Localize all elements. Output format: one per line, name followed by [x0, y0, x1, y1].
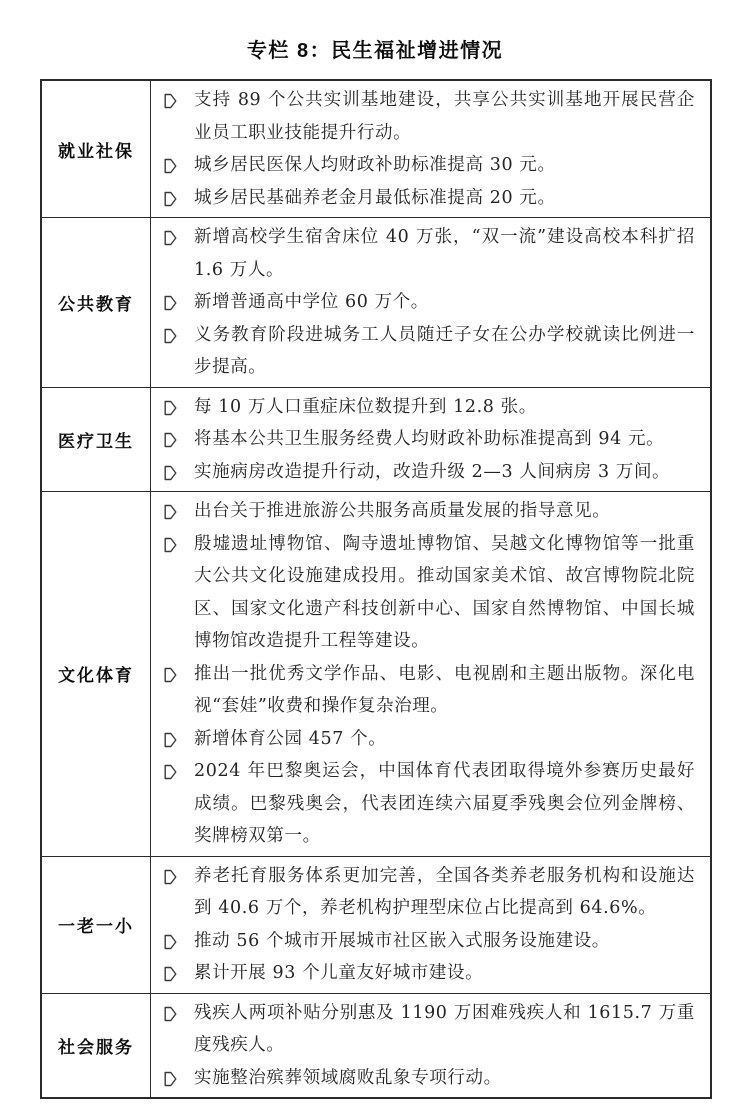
list-item: [162, 755, 695, 853]
table-row: [42, 857, 710, 994]
list-item: [162, 723, 695, 756]
item-text: 每 10 万人口重症床位数提升到 12.8 张。: [194, 396, 537, 417]
category-label: 公共教育: [58, 294, 134, 314]
item-text: 实施整治殡葬领域腐败乱象专项行动。: [194, 1067, 502, 1088]
list-item: [162, 957, 695, 990]
pentagon-arrow-bullet-icon: [164, 869, 177, 889]
category-cell: [42, 388, 151, 492]
list-item: [162, 149, 695, 182]
item-text: 城乡居民基础养老金月最低标准提高 20 元。: [194, 187, 556, 208]
item-text: 义务教育阶段进城务工人员随迁子女在公办学校就读比例进一步提高。: [194, 324, 695, 377]
item-text: 支持 89 个公共实训基地建设，共享公共实训基地开展民营企业员工职业技能提升行动。: [194, 90, 695, 143]
item-text: 新增普通高中学位 60 万个。: [194, 292, 429, 312]
list-item: [162, 456, 695, 489]
items-cell: [151, 218, 710, 387]
pentagon-arrow-bullet-icon: [164, 328, 177, 348]
pentagon-arrow-bullet-icon: [164, 93, 177, 113]
list-item: [162, 1062, 695, 1095]
list-item: [162, 658, 695, 723]
list-item: [162, 182, 695, 215]
items-cell: [151, 994, 710, 1098]
pentagon-arrow-bullet-icon: [164, 230, 177, 250]
list-item: [162, 221, 695, 286]
item-text: 养老托育服务体系更加完善，全国各类养老服务机构和设施达到 40.6 万个，养老机构护理型床位占比提高到 64.6%。: [194, 865, 695, 918]
pentagon-arrow-bullet-icon: [164, 537, 177, 557]
pentagon-arrow-bullet-icon: [164, 465, 177, 485]
items-cell: [151, 857, 710, 993]
item-text: 出台关于推进旅游公共服务高质量发展的指导意见。: [194, 501, 611, 521]
item-text: 城乡居民医保人均财政补助标准提高 30 元。: [194, 155, 556, 175]
item-text: 新增高校学生宿舍床位 40 万张，“双一流”建设高校本科扩招 1.6 万人。: [194, 227, 695, 280]
item-text: 推出一批优秀文学作品、电影、电视剧和主题出版物。深化电视“套娃”收费和操作复杂治理。: [194, 663, 695, 716]
category-cell: [42, 492, 151, 856]
table-row: [42, 218, 710, 388]
pentagon-arrow-bullet-icon: [164, 934, 177, 954]
list-item: [162, 860, 695, 925]
category-cell: [42, 218, 151, 387]
table-row: [42, 492, 710, 857]
category-cell: [42, 81, 151, 217]
item-text: 实施病房改造提升行动，改造升级 2—3 人间病房 3 万间。: [194, 461, 671, 482]
pentagon-arrow-bullet-icon: [164, 295, 177, 315]
pentagon-arrow-bullet-icon: [164, 158, 177, 178]
pentagon-arrow-bullet-icon: [164, 764, 177, 784]
pentagon-arrow-bullet-icon: [164, 966, 177, 986]
category-label: 社会服务: [58, 1037, 134, 1057]
category-label: 医疗卫生: [58, 431, 134, 451]
item-text: 将基本公共卫生服务经费人均财政补助标准提高到 94 元。: [194, 429, 665, 449]
pentagon-arrow-bullet-icon: [164, 1071, 177, 1091]
pentagon-arrow-bullet-icon: [164, 504, 177, 524]
list-item: [162, 925, 695, 958]
table-row: [42, 994, 710, 1098]
item-text: 2024 年巴黎奥运会，中国体育代表团取得境外参赛历史最好成绩。巴黎残奥会，代表团连续六届夏季残奥会位列金牌榜、奖牌榜双第一。: [194, 761, 695, 846]
table-row: [42, 388, 710, 493]
item-text: 新增体育公园 457 个。: [194, 728, 387, 749]
category-cell: [42, 994, 151, 1098]
list-item: [162, 391, 695, 424]
item-text: 推动 56 个城市开展城市社区嵌入式服务设施建设。: [194, 930, 610, 951]
items-cell: [151, 492, 710, 856]
list-item: [162, 423, 695, 456]
category-label: 就业社保: [58, 141, 134, 161]
list-item: [162, 84, 695, 149]
item-text: 殷墟遗址博物馆、陶寺遗址博物馆、吴越文化博物馆等一批重大公共文化设施建成投用。推动国家美术馆、故宫博物院北院区、国家文化遗产科技创新中心、国家自然博物馆、中国长城博物馆改造提升工程等建设。: [194, 533, 695, 651]
item-text: 残疾人两项补贴分别惠及 1190 万困难残疾人和 1615.7 万重度残疾人。: [194, 1002, 695, 1055]
list-item: [162, 997, 695, 1062]
list-item: [162, 319, 695, 384]
items-cell: [151, 81, 710, 217]
table-row: [42, 81, 710, 218]
list-item: [162, 528, 695, 658]
pentagon-arrow-bullet-icon: [164, 191, 177, 211]
welfare-table: [40, 79, 712, 1099]
category-label: 一老一小: [58, 917, 134, 936]
category-cell: [42, 857, 151, 993]
category-label: 文化体育: [58, 666, 134, 686]
pentagon-arrow-bullet-icon: [164, 1006, 177, 1026]
list-item: [162, 495, 695, 528]
pentagon-arrow-bullet-icon: [164, 400, 177, 420]
items-cell: [151, 388, 710, 492]
pentagon-arrow-bullet-icon: [164, 732, 177, 752]
item-text: 累计开展 93 个儿童友好城市建设。: [194, 963, 484, 983]
list-item: [162, 286, 695, 319]
pentagon-arrow-bullet-icon: [164, 432, 177, 452]
page-title: 专栏 8：民生福祉增进情况: [246, 40, 504, 62]
pentagon-arrow-bullet-icon: [164, 667, 177, 687]
